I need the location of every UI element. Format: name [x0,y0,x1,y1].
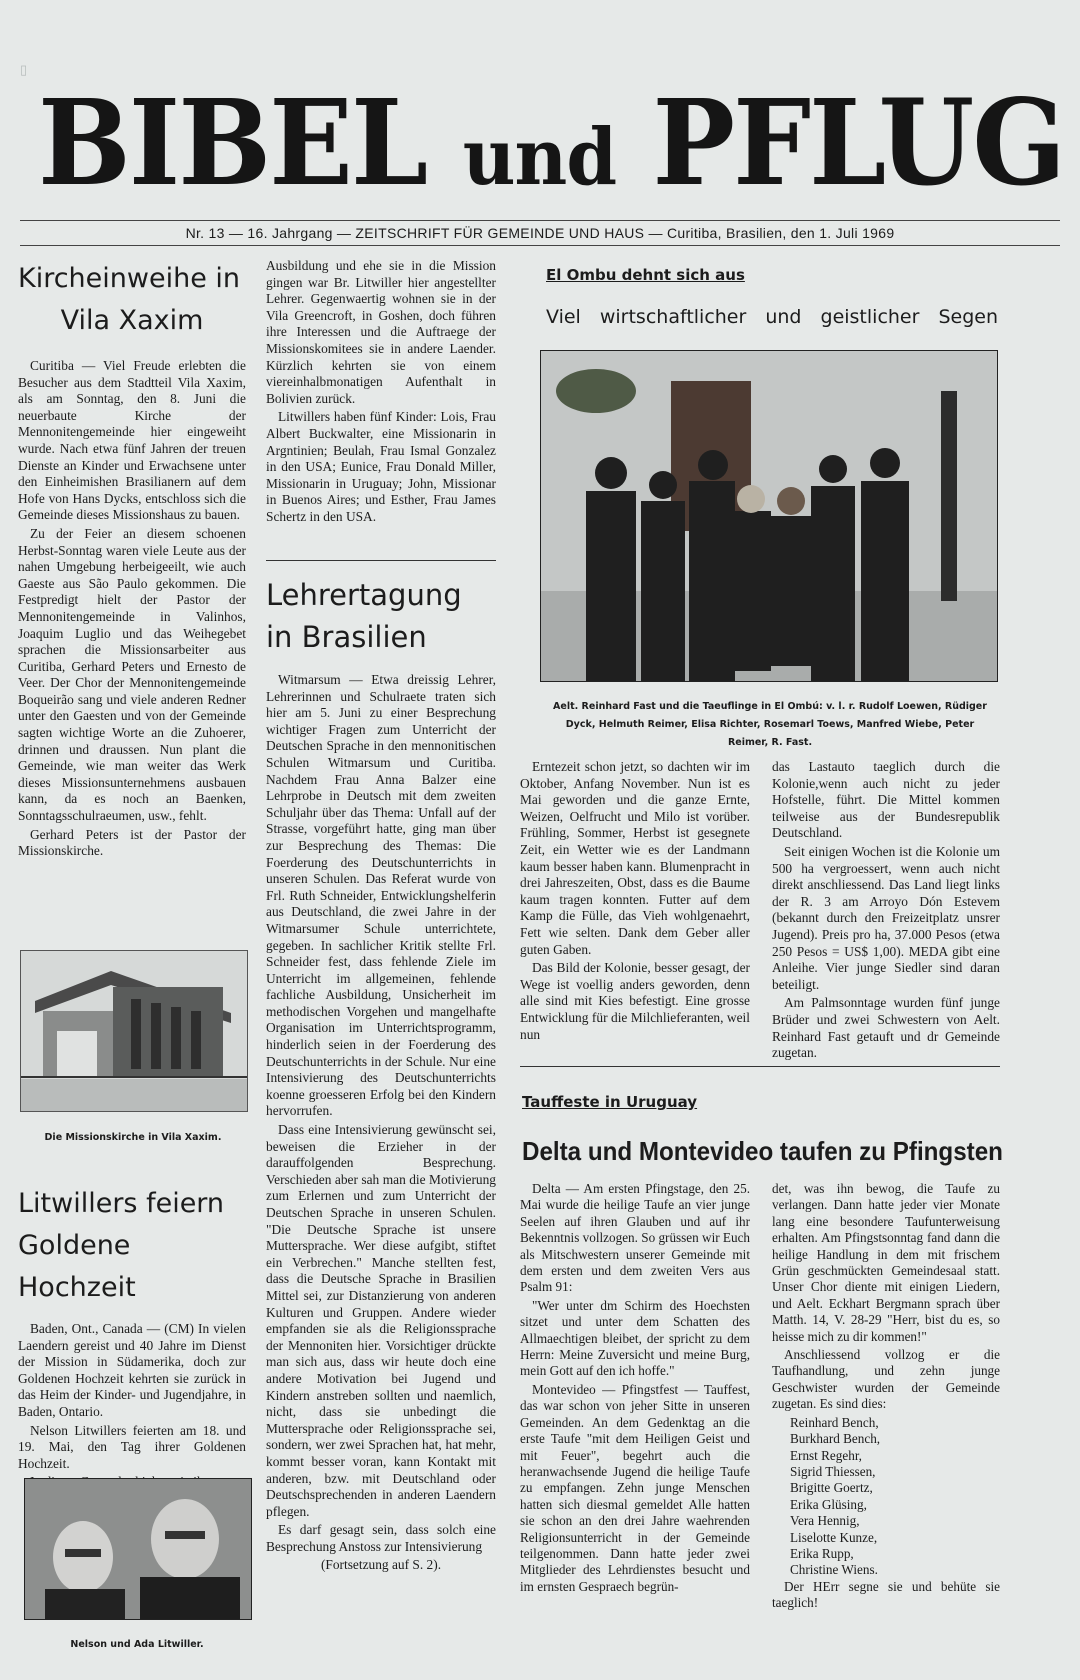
baptized-names-list [772,1415,1000,1579]
article-kircheinweihe [18,258,246,862]
paragraph: Anschliessend vollzog er die Taufhandlung, und zehn junge Geschwister wurden der Gemeinde zugetan. Es sind dies: [772,1347,1000,1412]
paragraph: Ausbildung und ehe sie in die Mission gingen war Br. Litwiller hier angestellter Lehrer. Gegenwaertig wohnen sie in der Vila Greencroft, in Goshen, doch führen ihre Interessen und die Auftraege der Missionskomitees sie in andere Laender. Kürzlich kehrten sie von einem viereinhalbmonatigen Aufenthalt in Bolivien zurück. [266,258,496,406]
church-image [21,951,247,1111]
list-item: Vera Hennig, [790,1513,860,1529]
article-tauffeste-col1 [520,1181,750,1597]
article-tauffeste-col2 [772,1181,1000,1614]
baptism-group-image [541,351,997,681]
masthead-title: BIBEL und PFLUG [38,73,1065,212]
paragraph: Am Palmsonntage wurden fünf junge Brüder und zwei Schwestern von Aelt. Reinhard Fast getauft und dr Gemeinde zugetan. [772,995,1000,1061]
article-el-ombu-col1 [520,759,750,1045]
continuation-note: (Fortsetzung auf S. 2). [320,1557,442,1573]
paragraph: Nelson Litwillers feierten am 18. und 19. Mai, den Tag ihrer Goldenen Hochzeit. [18,1422,246,1471]
list-item: Christine Wiens. [790,1562,878,1578]
list-item: Burkhard Bench, [790,1431,881,1447]
section-divider [520,1066,1000,1067]
paragraph: Gerhard Peters ist der Pastor der Missionskirche. [18,826,246,859]
paragraph: Litwillers haben fünf Kinder: Lois, Frau Albert Buckwalter, eine Missionarin in Argntinien; Beulah, Frau Ismal Gonzalez in den USA; Eunice, Frau Donald Miller, Missionarin in Uruguay; John, Missionar in Buenos Aires; und Esther, Frau James Schertz in den USA. [266,409,496,524]
photo-missionskirche [20,950,248,1112]
list-item: Sigrid Thiessen, [790,1463,876,1479]
article-litwillers [18,1183,246,1493]
paragraph: Der HErr segne sie und behüte sie taeglich! [772,1578,1000,1611]
dateline [20,220,1060,246]
masthead [38,68,1065,218]
paragraph: das Lastauto taeglich durch die Kolonie,wenn auch nicht zu jeder Hofstelle, führt. Die Mittel kommen teilweise aus der Bundesrepublik Deutschland. [772,759,1000,841]
headline-lehrertagung-1: Lehrertagung [266,578,462,612]
list-item: Erika Rupp, [790,1545,854,1561]
paragraph: Es darf gesagt sein, dass solch eine Besprechung Anstoss zur Intensivierung [266,1522,496,1554]
list-item: Ernst Regehr, [790,1447,862,1463]
headline-el-ombu: Viel wirtschaftlicher und geistlicher Segen [546,306,998,328]
list-item: Erika Glüsing, [790,1496,867,1512]
bleedthrough-text: ▯ [20,62,28,77]
photo-litwillers [24,1478,252,1620]
caption-missionskirche: Die Missionskirche in Vila Xaxim. [44,1132,222,1143]
paragraph: Erntezeit schon jetzt, so dachten wir im Oktober, Anfang November. Nun ist es Mai geworden und die ganze Ernte, Weizen, Oelfrucht und Milo ist vorüber. Frühling, Sommer, Herbst ist gesegnete Zeit, ein Wetter wie es der Landmann kaum besser haben kann. Blumenpracht in drei Jahreszeiten, Obst, dass es die Baume kaum tragen konnten. Futter auf dem Kamp die Fülle, das Vieh wohlgenaehrt, Fett wie selten. Dank dem Geber aller guten Gaben. [520,759,750,957]
paragraph: Seit einigen Wochen ist die Kolonie um 500 ha vergroessert, wenn auch nicht direkt anschliessend. Das Land liegt links der R. 3 am Arroyo Dón Estevem (bekannt durch den Freizeitplatz unsrer Jugend). Preis pro ha, 37.000 Pesos (etwa 250 Pesos = US$ 1,00). MEDA gibt eine Anleihe. Vier junge Siedler sind daran beteiligt. [772,843,1000,992]
list-item: Reinhard Bench, [790,1414,879,1430]
paragraph: Montevideo — Pfingstfest — Tauffest, das war schon von jeher Sitte in unseren Gemeinden. An dem Gedenktag an die erste Taufe "mit dem Heiligen Geist und mit Feuer", begehrt auch die heranwachsende Jugend die heilige Taufe zu empfangen. Zehn junge Menschen hatten sich diesmal gemeldet Alle hatten sie schon an den drei Jahre waehrenden Religionsunterricht in der Gemeinde teilgenommen. Dann hatte jeder zwei Mitglieder des Lehrdienstes besucht und im ernsten Gespraech begrün- [520,1381,750,1594]
headline-kircheinweihe-2: Vila Xaxim [60,305,204,336]
paragraph: Baden, Ont., Canada — (CM) In vielen Laendern gereist und 40 Jahre im Dienst der Mission in Südamerika, doch zur Goldenen Hochzeit kehrten sie zurück in das Heim der Kinder- und Jugendjahre, in Baden, Ontario. [18,1321,246,1419]
paragraph: Curitiba — Viel Freude erlebten die Besucher aus dem Stadtteil Vila Xaxim, als am Sonntag, den 8. Juni die neuerbaute Kirche der Mennonitengemeinde hier eingeweiht wurde. Nach etwa fünf Jahren der treuen Dienste an Kinder und Erwachsene unter den Einheimishen Brasilianern auf dem Hofe von Hans Dycks, entschloss sich die Gemeinde dieses Missionshaus zu bauen. [18,358,246,523]
list-item: Liselotte Kunze, [790,1529,878,1545]
caption-el-ombu: Aelt. Reinhard Fast und die Taeuflinge in El Ombú: v. l. r. Rudolf Loewen, Rüdiger Dyck, Helmuth Reimer, Elisa Richter, Rosemarl Toews, Manfred Wiebe, Peter Reimer, R. Fast. [553,701,987,748]
kicker-tauffeste: Tauffeste in Uruguay [522,1093,698,1111]
article-lehrertagung [266,574,496,1576]
paragraph: Das Bild der Kolonie, besser gesagt, der Wege ist voellig anders geworden, denn alle sind mit Kies befestigt. Eine grosse Entwicklung für die Milchlieferanten, weil nun [520,960,750,1042]
caption-litwillers: Nelson und Ada Litwiller. [70,1639,204,1650]
headline-litwillers-1: Litwillers feiern [18,1188,225,1219]
paragraph: Delta — Am ersten Pfingstage, den 25. Mai wurde die heilige Taufe an vier junge Seelen auf ihren Glauben und auf ihr Bekenntnis vollzogen. So grüssen wir Euch als Mitschwestern unserer Gemeinde mit dem ersten und dem zweiten Vers aus Psalm 91: [520,1181,751,1295]
list-item: Brigitte Goertz, [790,1480,873,1496]
headline-tauffeste: Delta und Montevideo taufen zu Pfingsten [522,1136,1003,1166]
dateline-text: Nr. 13 — 16. Jahrgang — ZEITSCHRIFT FÜR GEMEINDE UND HAUS — Curitiba, Brasilien, den 1. Juli 1969 [180,225,901,241]
paragraph: det, was ihn bewog, die Taufe zu verlangen. Dann hatte jeder vier Monate lang eine besondere Taufunterweisung erhalten. Am Pfingstsonntag fand dann die heilige Handlung in dem mit frischem Grün geschmückten Gemeindesaal statt. Unser Chor diente mit einigen Liedern, und Aelt. Eckhart Bergmann sprach über Matth. 14, V. 28-29 "Herr, bist du es, so heisse mich zu dir kommen!" [772,1181,1000,1344]
article-litwillers-continued [266,258,496,528]
headline-lehrertagung-2: in Brasilien [266,620,427,654]
paragraph: "Wer unter dm Schirm des Hoechsten sitzet und unter dem Schatten des Allmaechtigen bleibet, der spricht zu dem Herrn: Meine Zuversicht und meine Burg, mein Gott auf den ich hoffe." [520,1297,750,1379]
column-divider [266,560,496,561]
article-el-ombu-col2 [772,759,1000,1064]
kicker-el-ombu: El Ombu dehnt sich aus [546,266,745,284]
paragraph: Witmarsum — Etwa dreissig Lehrer, Lehrerinnen und Schulraete traten sich hier am 5. Juni zu einer Besprechung wichtiger Fragen zum Unterricht der Deutschen Sprache in den mennonitischen Schulen Witmarsum und Curitiba. Nachdem Frau Anna Balzer eine Lehrprobe in Deutsch mit dem zweiten Schuljahr über das Thema: Unfall auf der Strasse, vorgeführt hatte, ging man über zur Besprechung des Themas: Die Foerderung des Deutschunterrichts in unseren Schulen. Das Referat wurde von Frl. Ruth Schneider, Entwicklungshelferin aus Deutschland, die zwei Jahre in der Witmarsumer Schule unterrichtete, gegeben. In sachlicher Kritik stellte Frl. Schneider fest, dass fehlende Ziele im Unterricht im allgemeinen, fehlende fachliche Ausbildung, Unsicherheit im methodischen Vorgehen und mangelhafte Organisation im Unterrichtsprogramm, hinderlich seien in der Foerderung des Deutschunterrichts in der Schule. Nur eine Intensivierung des Deutschunterrichts koenne groesseren Erfolg bei den Kindern hervorrufen. [266,672,496,1119]
couple-portrait-image [25,1479,251,1619]
headline-litwillers-2: Goldene Hochzeit [18,1230,136,1303]
paragraph: Dass eine Intensivierung gewünscht sei, beweisen die Erzieher in der darauffolgenden Besprechung. Verschieden aber sah man die Motivierung zum Erlernen und zum Unterricht der Deutschen Sprache in unseren Schulen. "Die Deutsche Sprache ist unsere Muttersprache. Wer diese aufgibt, stiftet ein Verbrechen." Manche stellten fest, dass die Deutsche Sprache in Brasilien Mittel sei, zur Distanzierung von anderen Kulturen und Gruppen. Andere wieder empfanden sie als die Religionssprache der Mennoniten hier. Vorsichtiger drückte man sich aus, dass wir heute doch eine andere Motivation bei Jugend und Kindern anstreben sollten und naemlich, nicht, dass sie unbedingt die Muttersprache oder Religionssprache sei, sondern, wer zwei Sprachen hat, hat mehr, kommt besser voran, kann Kontakt mit anderen, bzw. mit Deutschland oder Deutschsprechenden in anderen Laendern pflegen. [266,1122,496,1519]
paragraph: Zu der Feier an diesem schoenen Herbst-Sonntag waren viele Leute aus der nahen Umgebung herbeigeeilt, wie auch Gaeste aus São Paulo gekommen. Die Festpredigt hielt der Pastor der Mennonitengemeinde in Valinhos, Joaquim Luglio und das Weihegebet sprachen die Missionsarbeiter aus Curitiba, Gerhard Peters und Ernesto de Veer. Der Chor der Mennonitengemeinde Boqueirão sang und viele anderen Redner unter den Gaesten und von der Gemeinde sagten wichtige Worte an die Zuhoerer, drinnen und draussen. Nun plant die Gemeinde, wie man weiter das Werk dieses Missionsunternehmens ausbauen kann, da es noch an Baenken, Sonntagsschulraeumen, usw., fehlt. [18,525,246,824]
photo-el-ombu [540,350,998,682]
headline-kircheinweihe-1: Kircheinweihe in [18,263,241,294]
